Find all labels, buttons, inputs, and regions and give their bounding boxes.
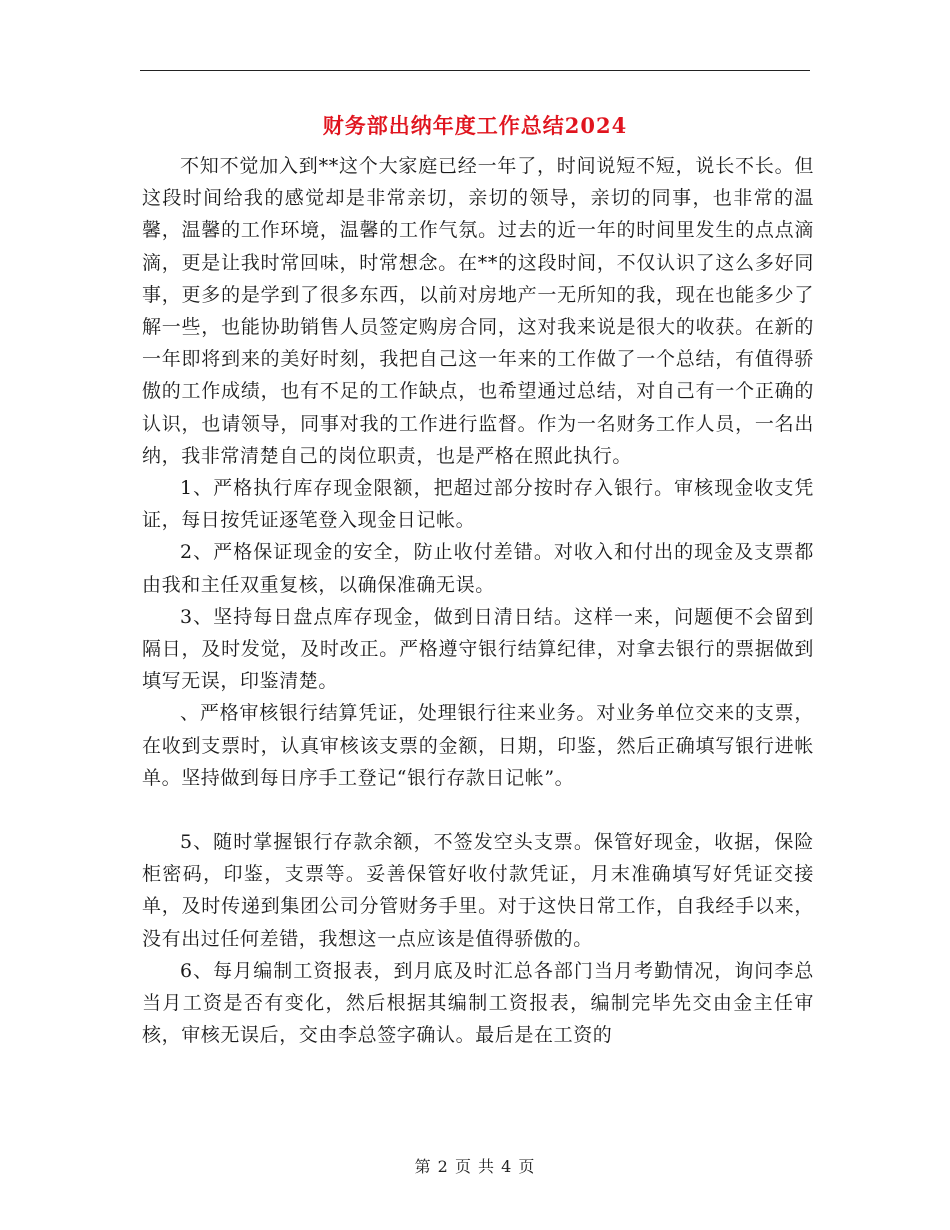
paragraph-item-6: 6、每月编制工资报表，到月底及时汇总各部门当月考勤情况，询问李总当月工资是否有变化，然后根据其编制工资报表，编制完毕先交由金主任审核，审核无误后，交由李总签字确认。最后是在工资的 [142, 959, 814, 1047]
page-number-footer: 第 2 页 共 4 页 [414, 1157, 536, 1176]
header-rule [140, 70, 810, 71]
paragraph-intro: 不知不觉加入到**这个大家庭已经一年了，时间说短不短，说长不长。但这段时间给我的感觉却是非常亲切，亲切的领导，亲切的同事，也非常的温馨，温馨的工作环境，温馨的工作气氛。过去的近一年的时间里发生的点点滴滴，更是让我时常回味，时常想念。在**的这段时间，不仅认识了这么多好同事，更多的是学到了很多东西，以前对房地产一无所知的我，现在也能多少了解一些，也能协助销售人员签定购房合同，这对我来说是很大的收获。在新的一年即将到来的美好时刻，我把自己这一年来的工作做了一个总结，有值得骄傲的工作成绩，也有不足的工作缺点，也希望通过总结，对自己有一个正确的认识，也请领导，同事对我的工作进行监督。作为一名财务工作人员，一名出纳，我非常清楚自己的岗位职责，也是严格在照此执行。 [142, 155, 814, 467]
paragraph-item-5: 5、随时掌握银行存款余额，不签发空头支票。保管好现金，收据，保险柜密码，印鉴，支票等。妥善保管好收付款凭证，月末准确填写好凭证交接单，及时传递到集团公司分管财务手里。对于这快日常工作，自我经手以来，没有出过任何差错，我想这一点应该是值得骄傲的。 [142, 831, 814, 950]
paragraph-item-4: 、严格审核银行结算凭证，处理银行往来业务。对业务单位交来的支票，在收到支票时，认真审核该支票的金额，日期，印鉴，然后正确填写银行进帐单。坚持做到每日序手工登记“银行存款日记帐”。 [142, 702, 814, 789]
paragraph-gap [142, 794, 814, 826]
paragraph-item-2: 2、严格保证现金的安全，防止收付差错。对收入和付出的现金及支票都由我和主任双重复核，以确保准确无误。 [142, 541, 814, 596]
paragraph-item-1: 1、严格执行库存现金限额，把超过部分按时存入银行。审核现金收支凭证，每日按凭证逐笔登入现金日记帐。 [142, 477, 814, 532]
document-title: 财务部出纳年度工作总结2024 [322, 113, 628, 138]
paragraph-item-3: 3、坚持每日盘点库存现金，做到日清日结。这样一来，问题便不会留到隔日，及时发觉，及时改正。严格遵守银行结算纪律，对拿去银行的票据做到填写无误，印鉴清楚。 [142, 605, 814, 693]
document-body [142, 150, 814, 1051]
